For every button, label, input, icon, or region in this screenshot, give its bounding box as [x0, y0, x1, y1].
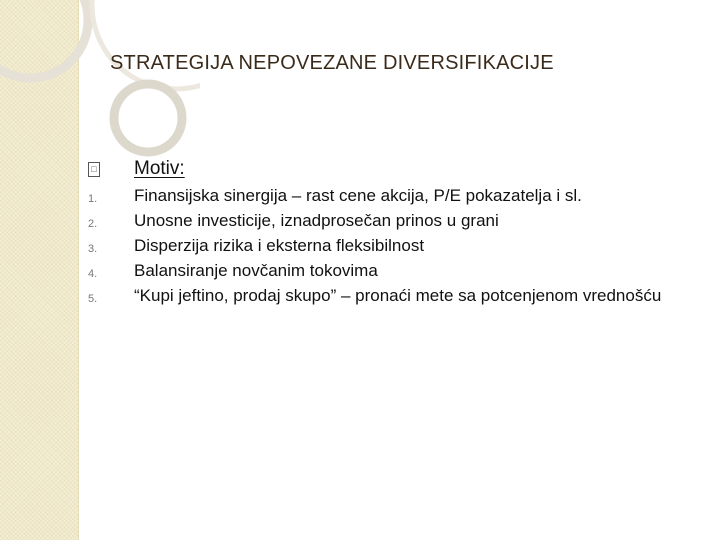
- list-item: [88, 186, 688, 206]
- decorative-ring-small: [114, 84, 182, 152]
- list-item: [88, 236, 688, 256]
- bullet-box-icon: □: [88, 162, 100, 177]
- list-item-number: 3.: [88, 243, 98, 255]
- list-item: [88, 286, 688, 306]
- list-item: [88, 211, 688, 231]
- motiv-label: Motiv:: [134, 158, 185, 179]
- decorative-ring-top: [92, 0, 200, 89]
- list-item-number: 5.: [88, 293, 98, 305]
- list-item-number: 1.: [88, 193, 98, 205]
- motiv-bullet-row: [88, 158, 688, 186]
- list-item-text: Balansiranje novčanim tokovima: [134, 261, 378, 280]
- motive-list: [88, 186, 688, 311]
- list-item-number: 4.: [88, 268, 98, 280]
- decorative-rings: [0, 0, 200, 170]
- slide-title: STRATEGIJA NEPOVEZANE DIVERSIFIKACIJE: [110, 52, 554, 74]
- list-item-text: “Kupi jeftino, prodaj skupo” – pronaći mete sa potcenjenom vrednošću: [134, 286, 662, 305]
- list-item-text: Unosne investicije, iznadprosečan prinos u grani: [134, 211, 499, 230]
- list-item: [88, 261, 688, 281]
- list-item-text: Disperzija rizika i eksterna fleksibilnost: [134, 236, 425, 255]
- list-item-text: Finansijska sinergija – rast cene akcija, P/E pokazatelja i sl.: [134, 186, 582, 205]
- decorative-ring-large: [0, 0, 88, 78]
- list-item-number: 2.: [88, 218, 98, 230]
